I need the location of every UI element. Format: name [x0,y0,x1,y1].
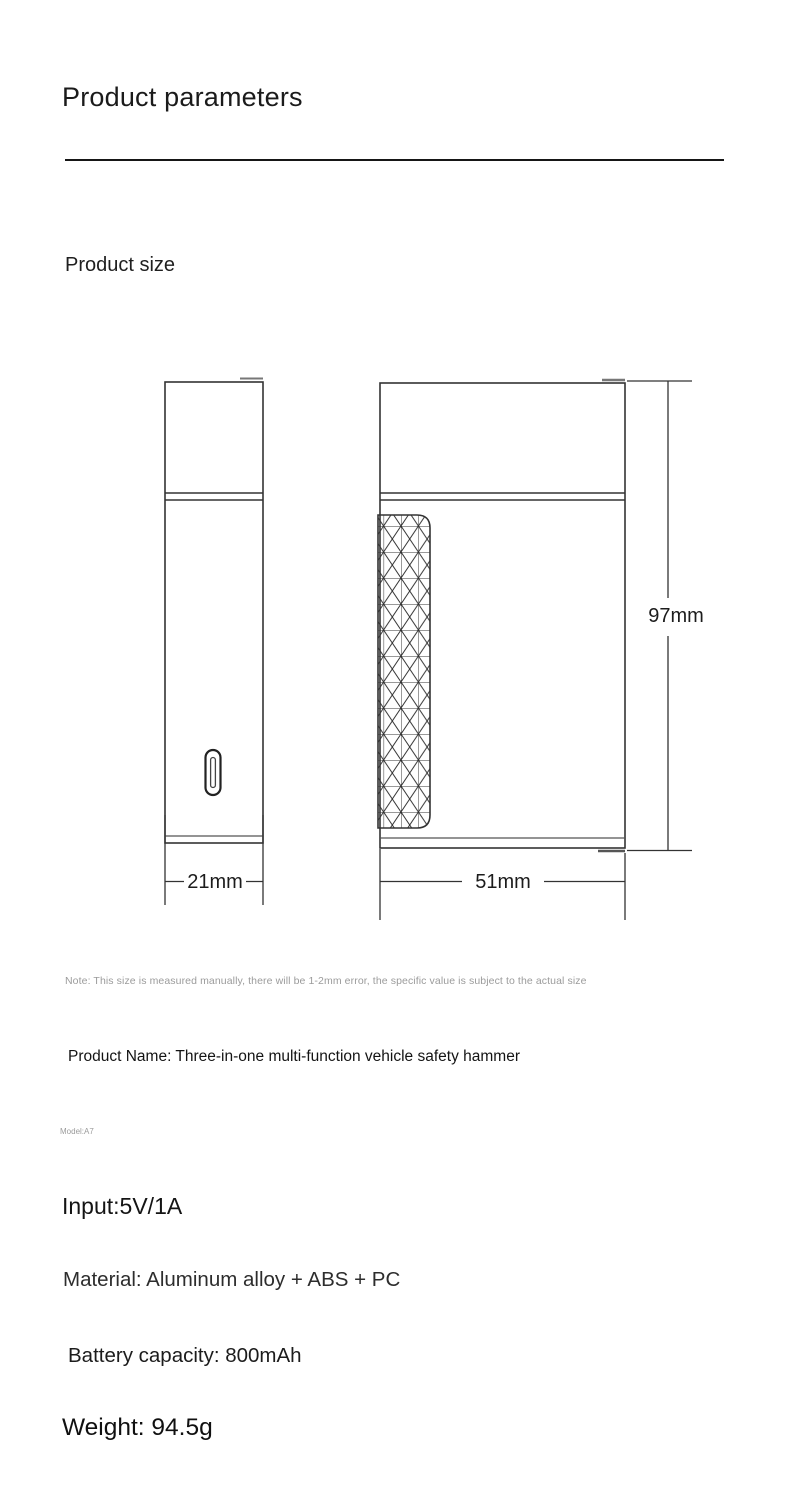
dimension-label-51mm: 51mm [475,871,531,893]
spec-product-name: Product Name: Three-in-one multi-function vehicle safety hammer [68,1048,520,1065]
measurement-note: Note: This size is measured manually, there will be 1-2mm error, the specific value is subject to the actual size [65,975,587,987]
spec-input: Input:5V/1A [62,1193,183,1219]
spec-material: Material: Aluminum alloy + ABS + PC [63,1268,401,1291]
page-title: Product parameters [62,82,303,112]
usb-c-port-icon [206,750,221,795]
dimension-label-21mm: 21mm [187,871,243,893]
dimension-label-97mm: 97mm [648,605,704,627]
spec-model: Model:A7 [60,1127,94,1136]
product-size-label: Product size [65,254,176,276]
grip-texture-strip [378,515,430,828]
product-dimension-diagram [140,370,710,930]
title-divider-line [65,159,724,161]
spec-weight: Weight: 94.5g [62,1414,213,1441]
spec-battery: Battery capacity: 800mAh [68,1344,302,1367]
